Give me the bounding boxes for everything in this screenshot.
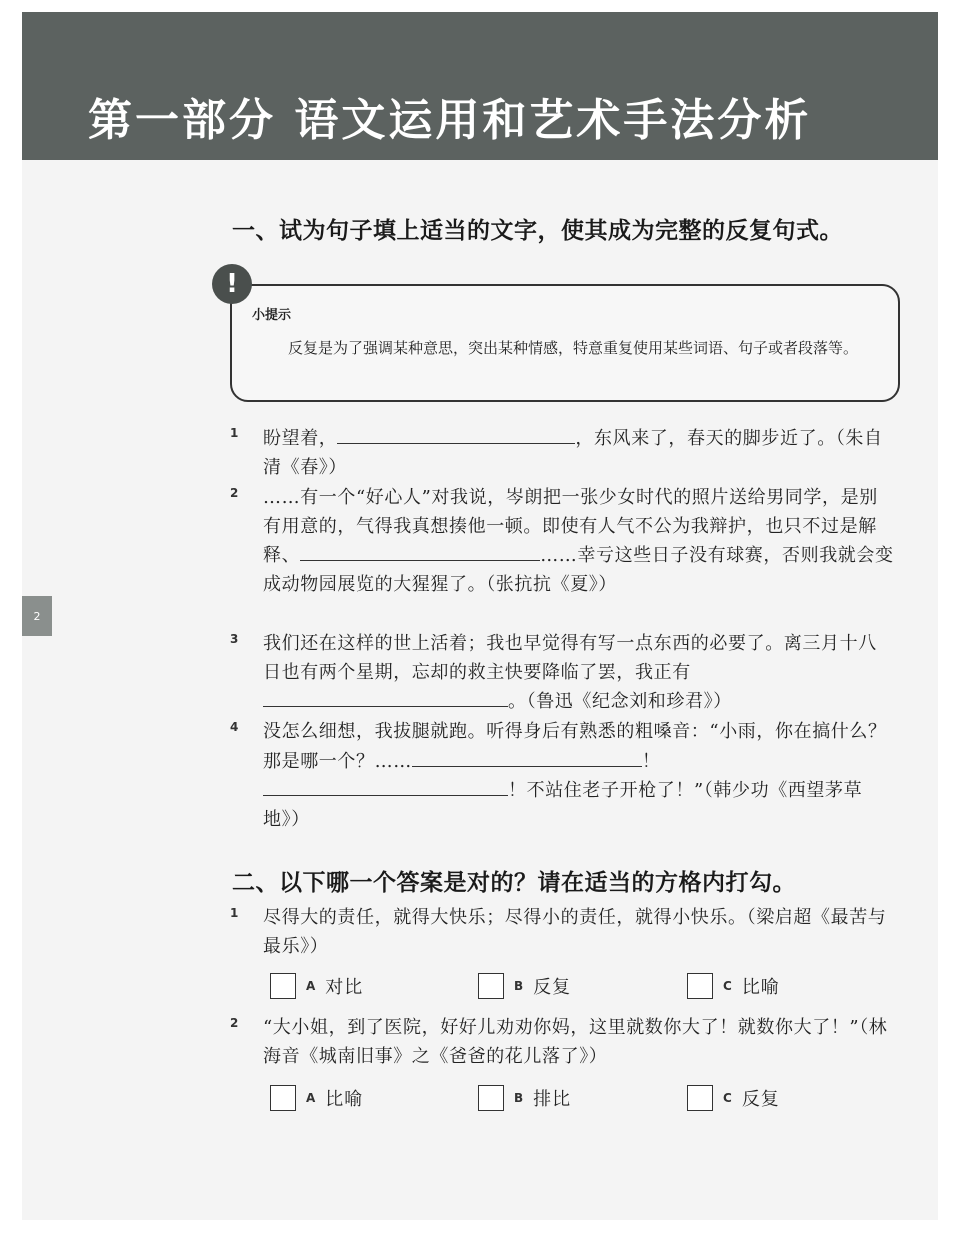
s1-question-1	[230, 424, 894, 482]
option-b[interactable]	[478, 1083, 571, 1113]
option-label: 对比	[325, 977, 364, 998]
question-number: 1	[230, 906, 239, 920]
question-text: 。（鲁迅《纪念刘和珍君》）	[508, 691, 732, 712]
page-number-tab: 2	[22, 596, 52, 636]
checkbox[interactable]	[478, 1085, 504, 1111]
question-text: 尽得大的责任，就得大快乐；尽得小的责任，就得小快乐。（梁启超《最苦与最乐》）	[263, 907, 887, 957]
question-text: ……幸亏这些日子没有球赛，否则我就会变成动物园展览的大猩猩了。（张抗抗《夏》）	[263, 545, 894, 595]
checkbox[interactable]	[270, 973, 296, 999]
checkbox[interactable]	[687, 1085, 713, 1111]
question-number: 2	[230, 486, 239, 500]
question-number: 4	[230, 720, 239, 734]
question-text: ！	[641, 750, 661, 772]
checkbox[interactable]	[270, 1085, 296, 1111]
answer-blank[interactable]	[300, 541, 540, 561]
option-a[interactable]	[270, 1083, 363, 1113]
answer-blank[interactable]	[263, 776, 508, 796]
question-text: 我们还在这样的世上活着；我也早觉得有写一点东西的必要了。离三月十八日也有两个星期，忘却的救主快要降临了罢，我正有	[263, 633, 877, 683]
s1-question-3	[230, 630, 894, 717]
checkbox[interactable]	[687, 973, 713, 999]
s1-question-2	[230, 484, 894, 599]
page-title: 第一部分 语文运用和艺术手法分析	[88, 95, 812, 146]
option-c[interactable]	[687, 971, 780, 1001]
answer-blank[interactable]	[263, 687, 508, 707]
checkbox[interactable]	[478, 973, 504, 999]
s2-q2-options	[270, 1083, 870, 1113]
section2-title: 二、以下哪一个答案是对的？请在适当的方格内打勾。	[232, 870, 796, 896]
option-letter: A	[306, 1091, 316, 1105]
question-text: 盼望着，	[263, 428, 338, 449]
option-label: 反复	[533, 977, 572, 998]
question-number: 1	[230, 426, 239, 440]
question-number: 2	[230, 1016, 239, 1030]
option-letter: C	[723, 1091, 732, 1105]
option-letter: A	[306, 979, 316, 993]
option-c[interactable]	[687, 1083, 780, 1113]
option-b[interactable]	[478, 971, 571, 1001]
question-text: “大小姐，到了医院，好好儿劝劝你妈，这里就数你大了！就数你大了！”（林海音《城南旧事》之《爸爸的花儿落了》）	[263, 1017, 888, 1067]
option-label: 反复	[741, 1089, 780, 1110]
exclamation-icon: !	[212, 264, 252, 304]
option-letter: B	[514, 1091, 524, 1105]
tip-body: 反复是为了强调某种意思，突出某种情感，特意重复使用某些词语、句子或者段落等。	[288, 339, 859, 357]
option-label: 比喻	[741, 977, 780, 998]
option-letter: B	[514, 979, 524, 993]
section1-title: 一、试为句子填上适当的文字，使其成为完整的反复句式。	[232, 218, 843, 244]
answer-blank[interactable]	[412, 747, 642, 767]
option-label: 排比	[533, 1089, 572, 1110]
question-number: 3	[230, 632, 239, 646]
s2-question-2	[230, 1014, 894, 1071]
question-text: 没怎么细想，我拔腿就跑。听得身后有熟悉的粗嗓音：“小雨，你在搞什么？那是哪一个？……	[263, 721, 887, 772]
s2-q1-options	[270, 971, 870, 1001]
option-a[interactable]	[270, 971, 363, 1001]
tip-title: 小提示	[252, 308, 292, 323]
option-label: 比喻	[325, 1089, 364, 1110]
s1-question-4	[230, 718, 894, 834]
question-text: ！不站住老子开枪了！”（韩少功《西望茅草地》）	[263, 780, 863, 830]
answer-blank[interactable]	[337, 424, 575, 444]
question-text: ，东风来了，春天的脚步近了。（朱自清《春》）	[263, 428, 883, 478]
s2-question-1	[230, 904, 894, 961]
question-text: ……有一个“好心人”对我说，岑朗把一张少女时代的照片送给男同学，是别有用意的，气得我真想揍他一顿。即使有人气不公为我辩护，也只不过是解释、	[263, 487, 878, 566]
option-letter: C	[723, 979, 732, 993]
